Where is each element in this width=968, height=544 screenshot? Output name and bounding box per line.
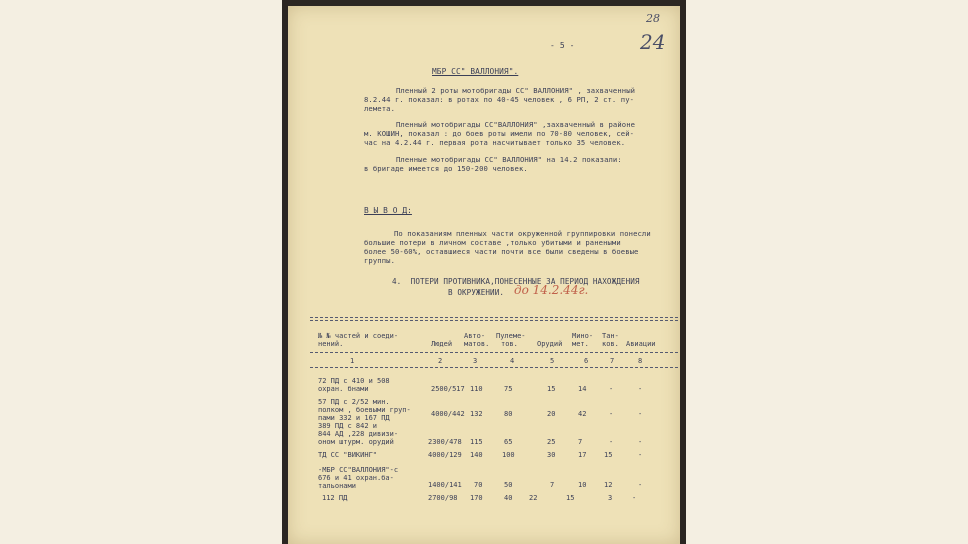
cell-mg: 50 <box>504 481 513 489</box>
cell-tanks: 15 <box>604 451 613 459</box>
cell-mortars: 7 <box>578 438 583 446</box>
cell-tanks: - <box>609 410 614 418</box>
header-air: Авиации <box>626 340 656 348</box>
cell-tanks: 3 <box>608 494 613 502</box>
cell-guns: 7 <box>550 481 555 489</box>
cell-people: 2500/517 <box>431 385 465 393</box>
cell-mortars: 42 <box>578 410 587 418</box>
p2-line: Пленный мотобригады СС"ВАЛЛОНИЯ" ,захваченный в районе <box>396 120 636 129</box>
cell-auto: 70 <box>474 481 483 489</box>
col-number: 4 <box>510 357 515 365</box>
table-rule-numbers <box>310 367 678 368</box>
unit-name: ТД СС "ВИКИНГ" <box>318 451 378 459</box>
unit-name: оном штурм. орудий <box>318 438 394 446</box>
cell-people: 4000/129 <box>428 451 462 459</box>
col-number: 8 <box>638 357 643 365</box>
p3-line: Пленные мотобригады СС" ВАЛЛОНИЯ" на 14.2 показали: <box>396 155 622 164</box>
header-units: нений. <box>318 340 344 348</box>
header-auto: Авто- <box>464 332 486 340</box>
cell-mortars: 14 <box>578 385 587 393</box>
cell-mortars: 10 <box>578 481 587 489</box>
cell-air: - <box>638 438 643 446</box>
cell-mg: 75 <box>504 385 513 393</box>
table-rule-top-2 <box>310 320 678 321</box>
cell-auto: 170 <box>470 494 483 502</box>
unit-name: 676 и 41 охран.ба- <box>318 474 394 482</box>
unit-name: 112 ПД <box>322 494 348 502</box>
header-mg: Пулеме- <box>496 332 526 340</box>
section-4-handwritten-note: до 14.2.44г. <box>514 283 589 297</box>
cell-guns: 30 <box>547 451 556 459</box>
cell-mg: 40 <box>504 494 513 502</box>
cell-air: - <box>638 385 643 393</box>
p1-line: 8.2.44 г. показал: в ротах по 40-45 человек , 6 РП, 2 ст. пу- <box>364 95 635 104</box>
p1-line: Пленный 2 роты мотобригады СС" ВАЛЛОНИЯ" , захваченный <box>396 86 636 95</box>
header-auto: матов. <box>464 340 490 348</box>
p2-line: час на 4.2.44 г. первая рота насчитывает только 35 человек. <box>364 138 626 147</box>
p3-line: в бригаде имеется до 150-200 человек. <box>364 164 528 173</box>
table-rule-mid <box>310 352 678 353</box>
unit-name: 57 ПД с 2/52 мин. <box>318 398 390 406</box>
cell-guns: 22 <box>529 494 538 502</box>
cell-guns: 15 <box>547 385 556 393</box>
unit-name: тальонами <box>318 482 356 490</box>
cell-mg: 100 <box>502 451 515 459</box>
cell-tanks: 12 <box>604 481 613 489</box>
cell-people: 1400/141 <box>428 481 462 489</box>
header-units: № № частей и соеди- <box>318 332 399 340</box>
header-mortars: Мино- <box>572 332 594 340</box>
col-number: 7 <box>610 357 615 365</box>
section-title: МБР СС" ВАЛЛОНИЯ". <box>432 67 519 76</box>
cell-auto: 132 <box>470 410 483 418</box>
cell-air: - <box>638 410 643 418</box>
cell-air: - <box>638 481 643 489</box>
col-number: 5 <box>550 357 555 365</box>
header-mortars: мет. <box>572 340 589 348</box>
col-number: 6 <box>584 357 589 365</box>
cell-mortars: 17 <box>578 451 587 459</box>
cell-auto: 115 <box>470 438 483 446</box>
cell-mg: 80 <box>504 410 513 418</box>
col-number: 1 <box>350 357 355 365</box>
cell-mg: 65 <box>504 438 513 446</box>
conclusion-line: группы. <box>364 256 395 265</box>
conclusion-line: более 50-60%, оставшиеся части почти все были сведены в боевые <box>364 247 639 256</box>
section-4-line: 4. ПОТЕРИ ПРОТИВНИКА,ПОНЕСЕННЫЕ ЗА ПЕРИОД НАХОЖДЕНИЯ <box>392 277 640 286</box>
document-page <box>288 6 680 544</box>
header-mg: тов. <box>501 340 518 348</box>
cell-tanks: - <box>609 438 614 446</box>
cell-people: 2300/478 <box>428 438 462 446</box>
header-tanks: Тан- <box>602 332 619 340</box>
p2-line: м. КОШИН, показал : до боев роты имели по 70-80 человек, сей- <box>364 129 635 138</box>
table-rule-top <box>310 317 678 318</box>
cell-guns: 25 <box>547 438 556 446</box>
cell-auto: 140 <box>470 451 483 459</box>
conclusion-line: По показаниям пленных части окруженной группировки понесли <box>394 229 651 238</box>
unit-name: 844 АД ,228 дивизи- <box>318 430 399 438</box>
unit-name: 72 ПД с 410 и 508 <box>318 377 390 385</box>
col-number: 2 <box>438 357 443 365</box>
header-people: Людей <box>431 340 453 348</box>
page-number: - 5 - <box>550 41 575 50</box>
section-4-line: В ОКРУЖЕНИИ. <box>448 288 505 297</box>
cell-air: - <box>632 494 637 502</box>
header-guns: Орудий <box>537 340 563 348</box>
conclusion-line: большие потери в личном составе ,только убитыми и ранеными <box>364 238 621 247</box>
unit-name: охран. бнами <box>318 385 369 393</box>
cell-tanks: - <box>609 385 614 393</box>
cell-auto: 110 <box>470 385 483 393</box>
col-number: 3 <box>473 357 478 365</box>
archive-number-hand: 24 <box>640 30 666 54</box>
p1-line: лемета. <box>364 104 395 113</box>
conclusion-title: В Ы В О Д: <box>364 206 412 215</box>
cell-people: 4000/442 <box>431 410 465 418</box>
unit-name: 389 ПД с 842 и <box>318 422 378 430</box>
cell-mortars: 15 <box>566 494 575 502</box>
cell-air: - <box>638 451 643 459</box>
unit-name: пами 332 и 167 ПД <box>318 414 390 422</box>
cell-guns: 20 <box>547 410 556 418</box>
header-tanks: ков. <box>602 340 619 348</box>
archive-number-top: 28 <box>646 12 660 25</box>
cell-people: 2700/98 <box>428 494 458 502</box>
unit-name: полком , боевыми груп- <box>318 406 411 414</box>
unit-name: -МБР СС"ВАЛЛОНИЯ"-с <box>318 466 399 474</box>
